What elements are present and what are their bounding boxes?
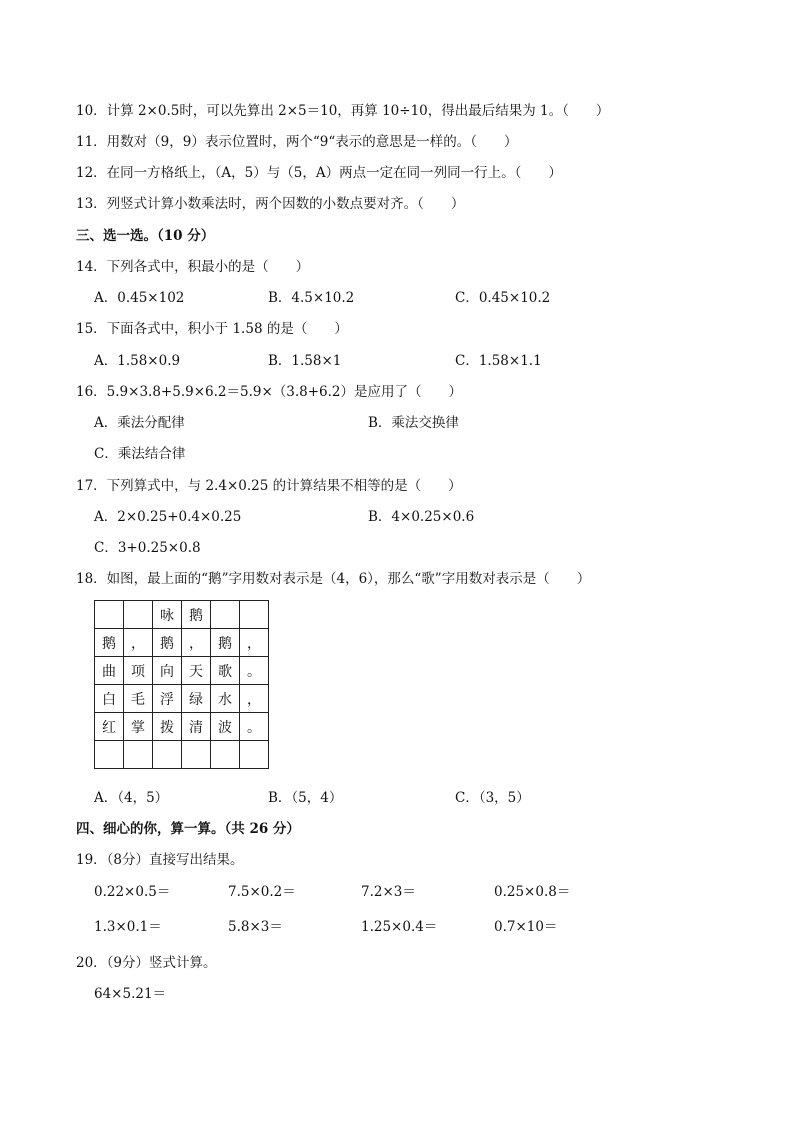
grid-cell bbox=[95, 601, 124, 629]
q15-option-a: A．1.58×0.9 bbox=[94, 353, 181, 369]
q14-option-a: A．0.45×102 bbox=[94, 290, 185, 306]
calc-item: 7.2×3＝ bbox=[361, 884, 416, 900]
grid-cell: 拨 bbox=[153, 713, 182, 741]
grid-cell: 浮 bbox=[153, 685, 182, 713]
question-13: 13．列竖式计算小数乘法时，两个因数的小数点要对齐。（ ） bbox=[76, 196, 465, 212]
grid-cell: 咏 bbox=[153, 601, 182, 629]
question-17: 17．下列算式中，与 2.4×0.25 的计算结果不相等的是（ ） bbox=[76, 478, 462, 494]
grid-cell: 毛 bbox=[124, 685, 153, 713]
grid-cell: 。 bbox=[240, 713, 269, 741]
grid-cell: 歌 bbox=[211, 657, 240, 685]
calc-item: 1.25×0.4＝ bbox=[361, 919, 438, 935]
grid-cell bbox=[240, 601, 269, 629]
calc-item: 1.3×0.1＝ bbox=[94, 919, 162, 935]
question-12: 12．在同一方格纸上，（A，5）与（5，A）两点一定在同一列同一行上。（ ） bbox=[76, 165, 562, 181]
calc-item: 5.8×3＝ bbox=[228, 919, 283, 935]
grid-cell: 鹅 bbox=[95, 629, 124, 657]
grid-cell: ， bbox=[124, 629, 153, 657]
q16-option-a: A．乘法分配律 bbox=[94, 415, 185, 431]
poem-grid bbox=[94, 600, 269, 769]
grid-cell: 白 bbox=[95, 685, 124, 713]
grid-cell: ， bbox=[182, 629, 211, 657]
grid-cell bbox=[95, 741, 124, 769]
calc-item: 0.25×0.8＝ bbox=[494, 884, 571, 900]
grid-cell bbox=[240, 741, 269, 769]
section-4-heading: 四、细心的你，算一算。（共 26 分） bbox=[76, 821, 300, 837]
grid-cell: 鹅 bbox=[211, 629, 240, 657]
section-3-heading: 三、选一选。（10 分） bbox=[76, 228, 215, 244]
grid-cell bbox=[124, 601, 153, 629]
q18-option-c: C．（3，5） bbox=[455, 790, 530, 806]
calc-item: 0.22×0.5＝ bbox=[94, 884, 171, 900]
calc-item: 7.5×0.2＝ bbox=[228, 884, 296, 900]
question-18: 18．如图，最上面的“鹅”字用数对表示是（4，6），那么“歌”字用数对表示是（ ） bbox=[76, 571, 591, 587]
grid-cell: 波 bbox=[211, 713, 240, 741]
grid-cell bbox=[211, 601, 240, 629]
vertical-calc-expression: 64×5.21＝ bbox=[94, 986, 167, 1002]
grid-cell: 。 bbox=[240, 657, 269, 685]
question-15: 15．下面各式中，积小于 1.58 的是（ ） bbox=[76, 321, 348, 337]
grid-cell: 绿 bbox=[182, 685, 211, 713]
grid-cell bbox=[182, 741, 211, 769]
grid-cell bbox=[153, 741, 182, 769]
q18-option-a: A．（4，5） bbox=[94, 790, 169, 806]
question-10: 10．计算 2×0.5时，可以先算出 2×5＝10，再算 10÷10，得出最后结果为 1。（ ） bbox=[76, 103, 610, 119]
q17-option-b: B．4×0.25×0.6 bbox=[368, 509, 475, 525]
question-14: 14．下列各式中，积最小的是（ ） bbox=[76, 259, 310, 275]
q15-option-c: C．1.58×1.1 bbox=[455, 353, 542, 369]
question-16: 16．5.9×3.8+5.9×6.2＝5.9×（3.8+6.2）是应用了（ ） bbox=[76, 384, 463, 400]
q16-option-c: C．乘法结合律 bbox=[94, 446, 186, 462]
q15-option-b: B．1.58×1 bbox=[268, 353, 342, 369]
grid-cell: 水 bbox=[211, 685, 240, 713]
grid-cell: 项 bbox=[124, 657, 153, 685]
grid-cell: 鹅 bbox=[182, 601, 211, 629]
grid-cell bbox=[124, 741, 153, 769]
question-20: 20．（9分）竖式计算。 bbox=[76, 955, 217, 971]
grid-cell: 鹅 bbox=[153, 629, 182, 657]
grid-cell: ， bbox=[240, 685, 269, 713]
q18-option-b: B．（5，4） bbox=[268, 790, 343, 806]
grid-cell: 曲 bbox=[95, 657, 124, 685]
grid-cell bbox=[211, 741, 240, 769]
grid-cell: 掌 bbox=[124, 713, 153, 741]
q14-option-c: C．0.45×10.2 bbox=[455, 290, 551, 306]
q16-option-b: B．乘法交换律 bbox=[368, 415, 459, 431]
q17-option-a: A．2×0.25+0.4×0.25 bbox=[94, 509, 242, 525]
q17-option-c: C．3+0.25×0.8 bbox=[94, 540, 201, 556]
calc-item: 0.7×10＝ bbox=[494, 919, 558, 935]
question-19: 19．（8分）直接写出结果。 bbox=[76, 852, 244, 868]
grid-cell: ， bbox=[240, 629, 269, 657]
question-11: 11．用数对（9，9）表示位置时，两个“9“表示的意思是一样的。（ ） bbox=[76, 134, 518, 150]
grid-cell: 天 bbox=[182, 657, 211, 685]
grid-cell: 向 bbox=[153, 657, 182, 685]
q14-option-b: B．4.5×10.2 bbox=[268, 290, 355, 306]
grid-cell: 清 bbox=[182, 713, 211, 741]
grid-cell: 红 bbox=[95, 713, 124, 741]
